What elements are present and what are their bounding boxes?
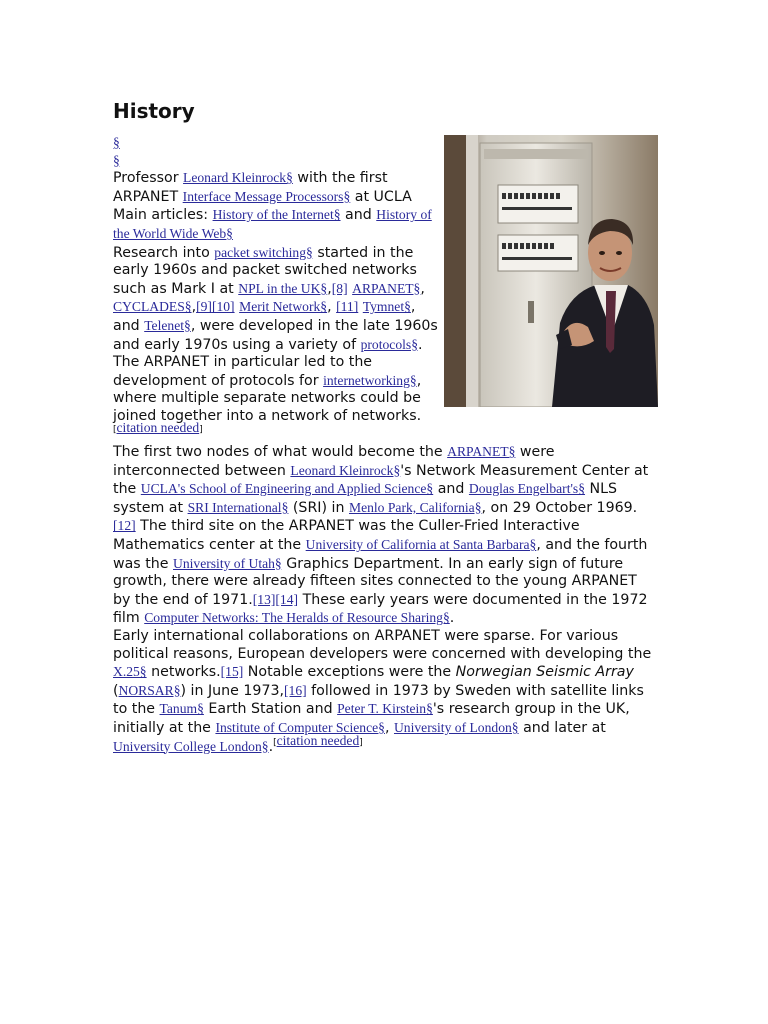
kleinrock-imp-photo (444, 135, 658, 407)
sri-international-link[interactable]: SRI International§ (187, 499, 289, 515)
bracket: ] (359, 737, 363, 748)
computer-networks-film-link[interactable]: Computer Networks: The Heralds of Resource Sharing§ (144, 610, 450, 626)
caption-text: at UCLA (350, 188, 412, 205)
packet-switching-link[interactable]: packet switching§ (214, 244, 313, 260)
leonard-kleinrock-link[interactable]: Leonard Kleinrock§ (290, 462, 401, 478)
text: NLS system at (113, 481, 618, 516)
text: , and the fourth was the (113, 537, 648, 572)
text: Earth Station and (203, 701, 338, 718)
internetworking-link[interactable]: internetworking§ (323, 372, 417, 388)
text: ) in June 1973, (180, 682, 285, 699)
main-articles-text: and (340, 207, 377, 224)
text: , where multiple separate networks could be joined together into a network of networks. (113, 372, 422, 424)
text: (SRI) in (288, 499, 349, 516)
citation-needed (113, 419, 203, 435)
bracket: [ (113, 424, 117, 435)
ref-12-link[interactable]: [12] (113, 518, 136, 534)
text: , (327, 299, 337, 316)
leonard-kleinrock-link[interactable]: Leonard Kleinrock§ (183, 170, 293, 186)
text: , were developed in the late 1960s and early 1970s using a variety of (113, 317, 438, 353)
protocols-link[interactable]: protocols§ (360, 336, 418, 352)
university-of-london-link[interactable]: University of London§ (393, 720, 519, 735)
text: , (420, 280, 425, 297)
citation-needed-link[interactable]: citation needed (116, 419, 200, 435)
imp-link[interactable]: Interface Message Processors§ (182, 188, 351, 204)
ref-9-link[interactable]: [9] (196, 299, 212, 315)
text: . (268, 738, 274, 755)
text: and (433, 481, 469, 498)
tanum-link[interactable]: Tanum§ (159, 701, 204, 717)
photo-image (444, 135, 658, 407)
text: The third site on the ARPANET was the Culler-Fried Interactive Mathematics center at the (113, 518, 580, 554)
cyclades-link[interactable]: CYCLADES§ (113, 299, 192, 315)
caption-text: Professor (113, 170, 184, 187)
section-heading: History (113, 99, 195, 123)
text: Early international collaborations on ARPANET were sparse. For various political reasons, European developers were concerned with developing the (113, 628, 652, 662)
history-of-www-link[interactable]: History of the World Wide Web§ (113, 207, 432, 241)
caption-text: with the first ARPANET (113, 170, 388, 205)
douglas-engelbart-link[interactable]: Douglas Engelbart's§ (468, 481, 586, 497)
text: . The ARPANET in particular led to the development of protocols for (113, 336, 423, 389)
text: The first two nodes of what would become the (113, 444, 448, 461)
citation-needed-link[interactable]: citation needed (276, 732, 360, 748)
arpanet-link[interactable]: ARPANET§ (447, 444, 516, 460)
university-of-utah-link[interactable]: University of Utah§ (173, 555, 282, 571)
main-articles-label: Main articles: (113, 207, 213, 224)
x25-link[interactable]: X.25§ (113, 664, 147, 680)
bracket: [ (273, 737, 277, 748)
paragraph-2 (113, 443, 658, 628)
text: , on 29 October 1969. (481, 499, 638, 516)
ref-8-link[interactable]: [8] (331, 280, 348, 296)
text: started in the early 1960s and packet switched networks such as Mark I at (113, 244, 417, 297)
text: ( (113, 682, 119, 699)
ref-14-link[interactable]: [14] (275, 591, 299, 607)
text: followed in 1973 by Sweden with satellite links to the (113, 682, 644, 718)
ucl-link[interactable]: University College London§ (113, 738, 269, 754)
merit-network-link[interactable]: Merit Network§ (239, 299, 328, 315)
section-link-2[interactable]: § (113, 152, 120, 168)
text: . (449, 610, 455, 627)
citation-needed (273, 732, 363, 748)
text: , and (113, 299, 416, 334)
text: These early years were documented in the 1972 film (113, 591, 648, 627)
text: Notable exceptions were the (243, 664, 456, 681)
text: networks. (146, 664, 221, 681)
peter-kirstein-link[interactable]: Peter T. Kirstein§ (337, 701, 433, 717)
norsar-link[interactable]: NORSAR§ (118, 682, 181, 698)
article-section (113, 98, 658, 756)
text: , (191, 299, 197, 316)
ucla-engineering-link[interactable]: UCLA's School of Engineering and Applied Science§ (140, 481, 434, 497)
ref-13-link[interactable]: [13] (252, 591, 276, 607)
history-of-internet-link[interactable]: History of the Internet§ (212, 207, 341, 223)
arpanet-link[interactable]: ARPANET§ (352, 280, 421, 296)
paragraph-3 (113, 628, 658, 756)
section-link-1[interactable]: § (113, 135, 120, 150)
menlo-park-link[interactable]: Menlo Park, California§ (348, 499, 482, 515)
tymnet-link[interactable]: Tymnet§ (362, 299, 411, 315)
text: were interconnected between (113, 444, 555, 479)
ucsb-link[interactable]: University of California at Santa Barbara§ (305, 537, 537, 553)
text: 's Network Measurement Center at the (113, 462, 649, 498)
npl-link[interactable]: NPL in the UK§ (238, 280, 328, 296)
ref-10-link[interactable]: [10] (211, 299, 235, 315)
text: and later at (518, 720, 606, 736)
text: Graphics Department. In an early sign of future growth, there were already fifteen sites connected to the young ARPANET by the end of 1971. (113, 555, 637, 608)
text: , (384, 720, 394, 736)
telenet-link[interactable]: Telenet§ (144, 317, 191, 333)
text: Research into (113, 244, 215, 261)
ref-15-link[interactable]: [15] (220, 664, 244, 680)
text: 's research group in the UK, initially at the (113, 701, 630, 736)
ref-16-link[interactable]: [16] (284, 682, 307, 698)
ref-11-link[interactable]: [11] (336, 299, 359, 315)
emphasis-text: Norwegian Seismic Array (455, 664, 634, 681)
text: , (327, 280, 332, 297)
institute-computer-science-link[interactable]: Institute of Computer Science§ (215, 720, 385, 735)
bracket: ] (199, 424, 203, 435)
